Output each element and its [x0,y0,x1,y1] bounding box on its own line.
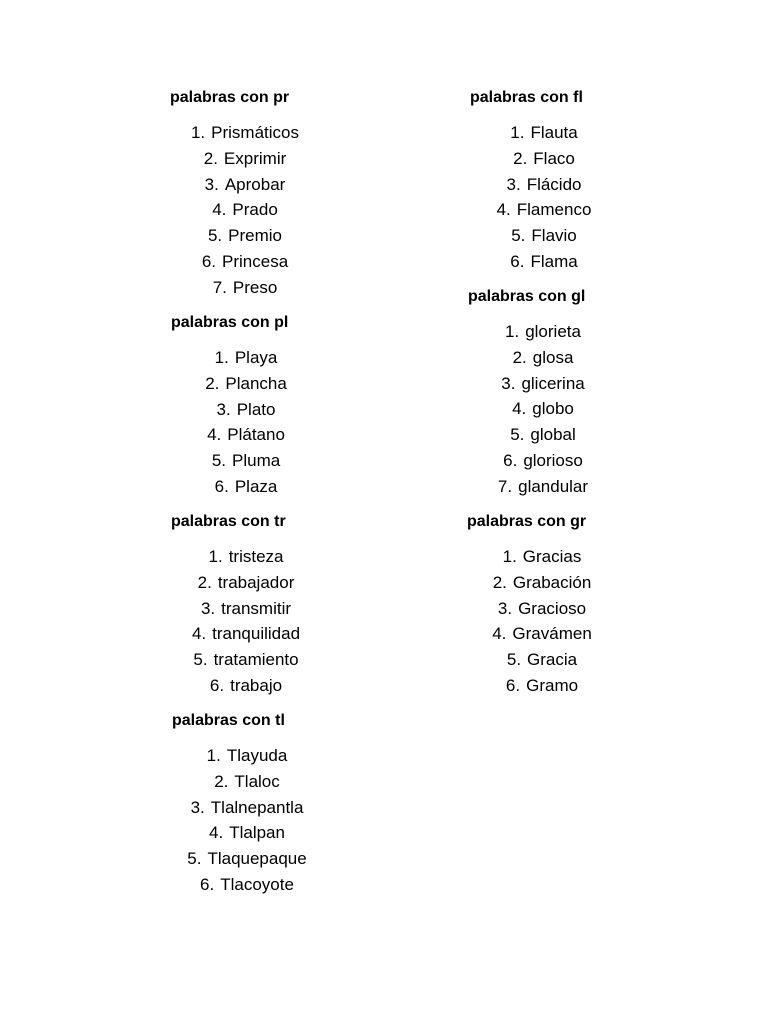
list-item: 6. Plaza [214,476,278,496]
list-item: 7. Preso [212,277,278,297]
list-item: 6. glorioso [503,450,583,470]
list-item: 4. Tlalpan [209,823,285,843]
word-list [171,345,321,500]
word-list [467,544,617,699]
list-item: 4. Flamenco [496,200,592,220]
list-item: 1. Flauta [510,123,578,142]
list-item: 5. tratamiento [193,650,299,670]
list-item: 4. Plátano [207,425,285,445]
section-heading: palabras con pr [170,89,290,106]
list-item: 4. globo [512,399,574,419]
list-item: 2. Flaco [513,148,575,168]
list-item: 5. Gracia [506,650,578,670]
list-item: 6. Gramo [505,675,579,695]
word-list [470,120,618,275]
list-item: 2. Exprimir [203,148,287,168]
list-item: 3. Aprobar [204,174,286,194]
list-item: 5. Premio [207,226,283,246]
section-pl [171,313,431,500]
section-heading: palabras con tl [172,712,285,729]
section-gr [467,512,727,699]
list-item: 4. Gravámen [492,624,592,644]
section-heading: palabras con tr [171,513,286,530]
section-heading: palabras con pl [171,314,289,331]
list-item: 3. glicerina [501,373,585,393]
list-item: 3. Tlalnepantla [190,797,304,817]
list-item: 5. Tlaquepaque [187,849,307,869]
section-pr [170,88,430,301]
section-tl [172,711,432,898]
list-item: 1. glorieta [505,322,581,341]
list-item: 1. Playa [214,348,278,367]
section-heading: palabras con gl [468,288,586,305]
list-item: 5. Flavio [511,226,577,246]
section-tr [171,512,431,699]
list-item: 4. tranquilidad [191,624,301,644]
section-gl [468,287,728,500]
list-item: 1. Prismáticos [190,123,300,142]
list-item: 2. Tlaloc [214,771,280,791]
list-item: 7. glandular [497,476,589,496]
list-item: 1. Gracias [502,547,582,566]
word-list [170,120,320,301]
list-item: 6. Princesa [201,251,289,271]
word-list [468,319,618,500]
list-item: 3. Plato [216,399,276,419]
section-fl [470,88,730,275]
list-item: 2. Grabación [492,572,592,592]
list-item: 6. trabajo [209,675,283,695]
list-item: 6. Flama [510,251,578,271]
section-heading: palabras con fl [470,89,583,106]
list-item: 1. tristeza [208,547,284,566]
list-item: 5. global [510,425,576,445]
word-list [172,743,322,898]
list-item: 3. Gracioso [497,598,587,618]
list-item: 1. Tlayuda [206,746,288,765]
list-item: 2. trabajador [197,572,295,592]
word-list [171,544,321,699]
list-item: 2. Plancha [205,373,287,393]
list-item: 3. transmitir [200,598,292,618]
list-item: 6. Tlacoyote [200,874,294,894]
section-heading: palabras con gr [467,513,587,530]
list-item: 3. Flácido [506,174,582,194]
list-item: 2. glosa [512,347,574,367]
list-item: 5. Pluma [211,451,281,471]
list-item: 4. Prado [212,200,278,220]
